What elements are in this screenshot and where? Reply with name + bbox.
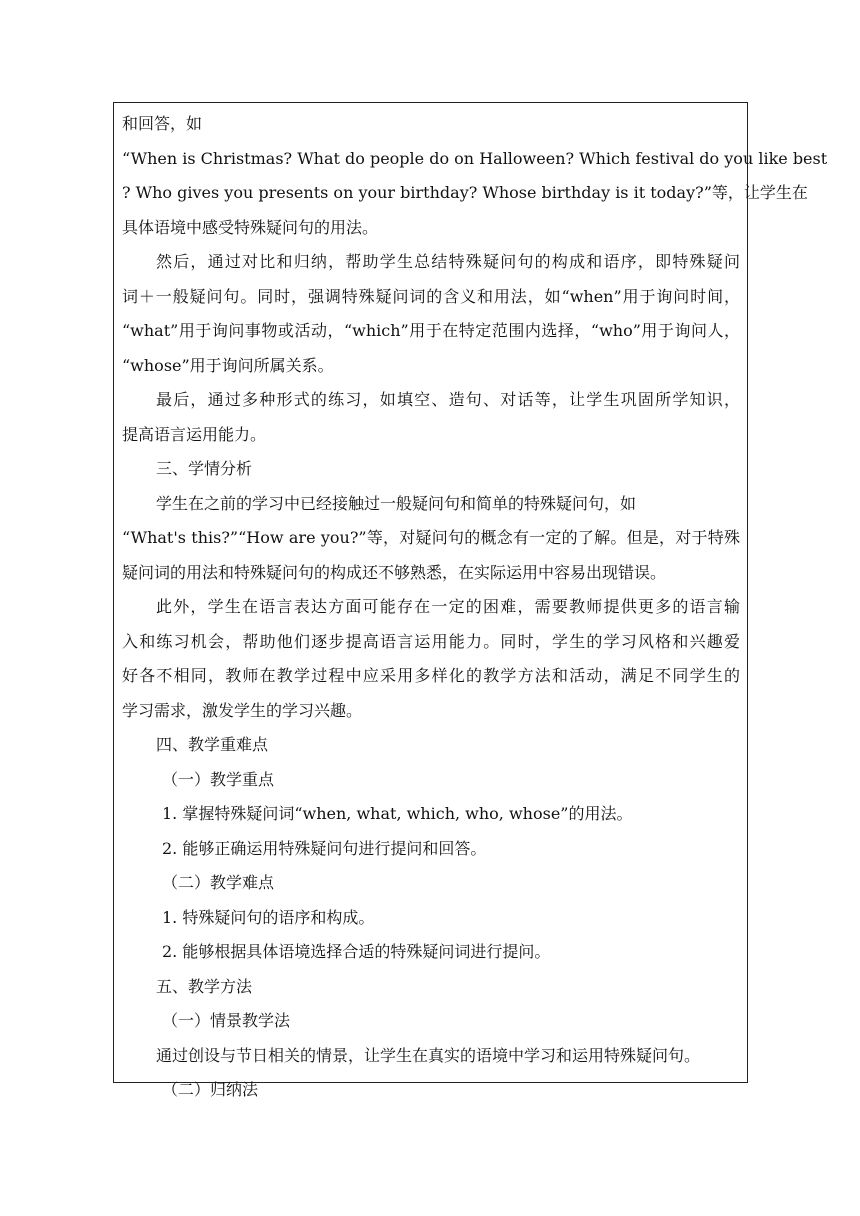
paragraph-line: “what”用于询问事物或活动，“which”用于在特定范围内选择，“who”用于询问人， (122, 321, 740, 340)
paragraph-line: 学习需求，激发学生的学习兴趣。 (122, 700, 363, 720)
paragraph-line: 疑问词的用法和特殊疑问句的构成还不够熟悉，在实际运用中容易出现错误。 (122, 562, 667, 582)
subsection-heading: （二）归纳法 (162, 1080, 259, 1099)
subsection-heading: （一）教学重点 (162, 769, 275, 789)
lesson-plan-text (122, 107, 828, 1108)
paragraph-line: 最后，通过多种形式的练习，如填空、造句、对话等，让学生巩固所学知识， (156, 390, 740, 409)
paragraph-line: 词＋一般疑问句。同时，强调特殊疑问词的含义和用法，如“when”用于询问时间， (122, 286, 740, 306)
section-heading: 五、教学方法 (156, 976, 253, 996)
paragraph-line: 入和练习机会，帮助他们逐步提高语言运用能力。同时，学生的学习风格和兴趣爱 (122, 631, 740, 651)
paragraph-line: 提高语言运用能力。 (122, 424, 267, 444)
paragraph-line: 具体语境中感受特殊疑问句的用法。 (122, 217, 379, 237)
paragraph-line: “whose”用于询问所属关系。 (122, 355, 334, 375)
subsection-heading: （一）情景教学法 (162, 1011, 291, 1030)
list-item: 1. 掌握特殊疑问词“when, what, which, who, whose”的用法。 (162, 804, 633, 823)
list-item: 1. 特殊疑问句的语序和构成。 (162, 907, 375, 927)
paragraph-line: “What's this?”“How are you?”等，对疑问句的概念有一定的了解。但是，对于特殊 (122, 528, 740, 547)
paragraph-line: 学生在之前的学习中已经接触过一般疑问句和简单的特殊疑问句，如 (156, 493, 637, 513)
document-table-cell (113, 102, 828, 1099)
subsection-heading: （二）教学难点 (162, 873, 275, 892)
list-item: 2. 能够根据具体语境选择合适的特殊疑问词进行提问。 (162, 942, 551, 961)
paragraph-line: 然后，通过对比和归纳，帮助学生总结特殊疑问句的构成和语序，即特殊疑问 (156, 252, 740, 271)
paragraph-line: 好各不相同，教师在教学过程中应采用多样化的教学方法和活动，满足不同学生的 (122, 666, 740, 685)
paragraph-line: 和回答，如 (122, 114, 203, 133)
list-item: 2. 能够正确运用特殊疑问句进行提问和回答。 (162, 838, 487, 858)
paragraph-line: ? Who gives you presents on your birthday? Whose birthday is it today?”等，让学生在 (122, 183, 808, 202)
section-heading: 三、学情分析 (156, 459, 253, 478)
paragraph-line: “When is Christmas? What do people do on Halloween? Which festival do you like best (122, 148, 828, 168)
section-heading: 四、教学重难点 (156, 735, 269, 754)
paragraph-line: 通过创设与节日相关的情景，让学生在真实的语境中学习和运用特殊疑问句。 (156, 1045, 701, 1065)
paragraph-line: 此外，学生在语言表达方面可能存在一定的困难，需要教师提供更多的语言输 (156, 597, 740, 616)
